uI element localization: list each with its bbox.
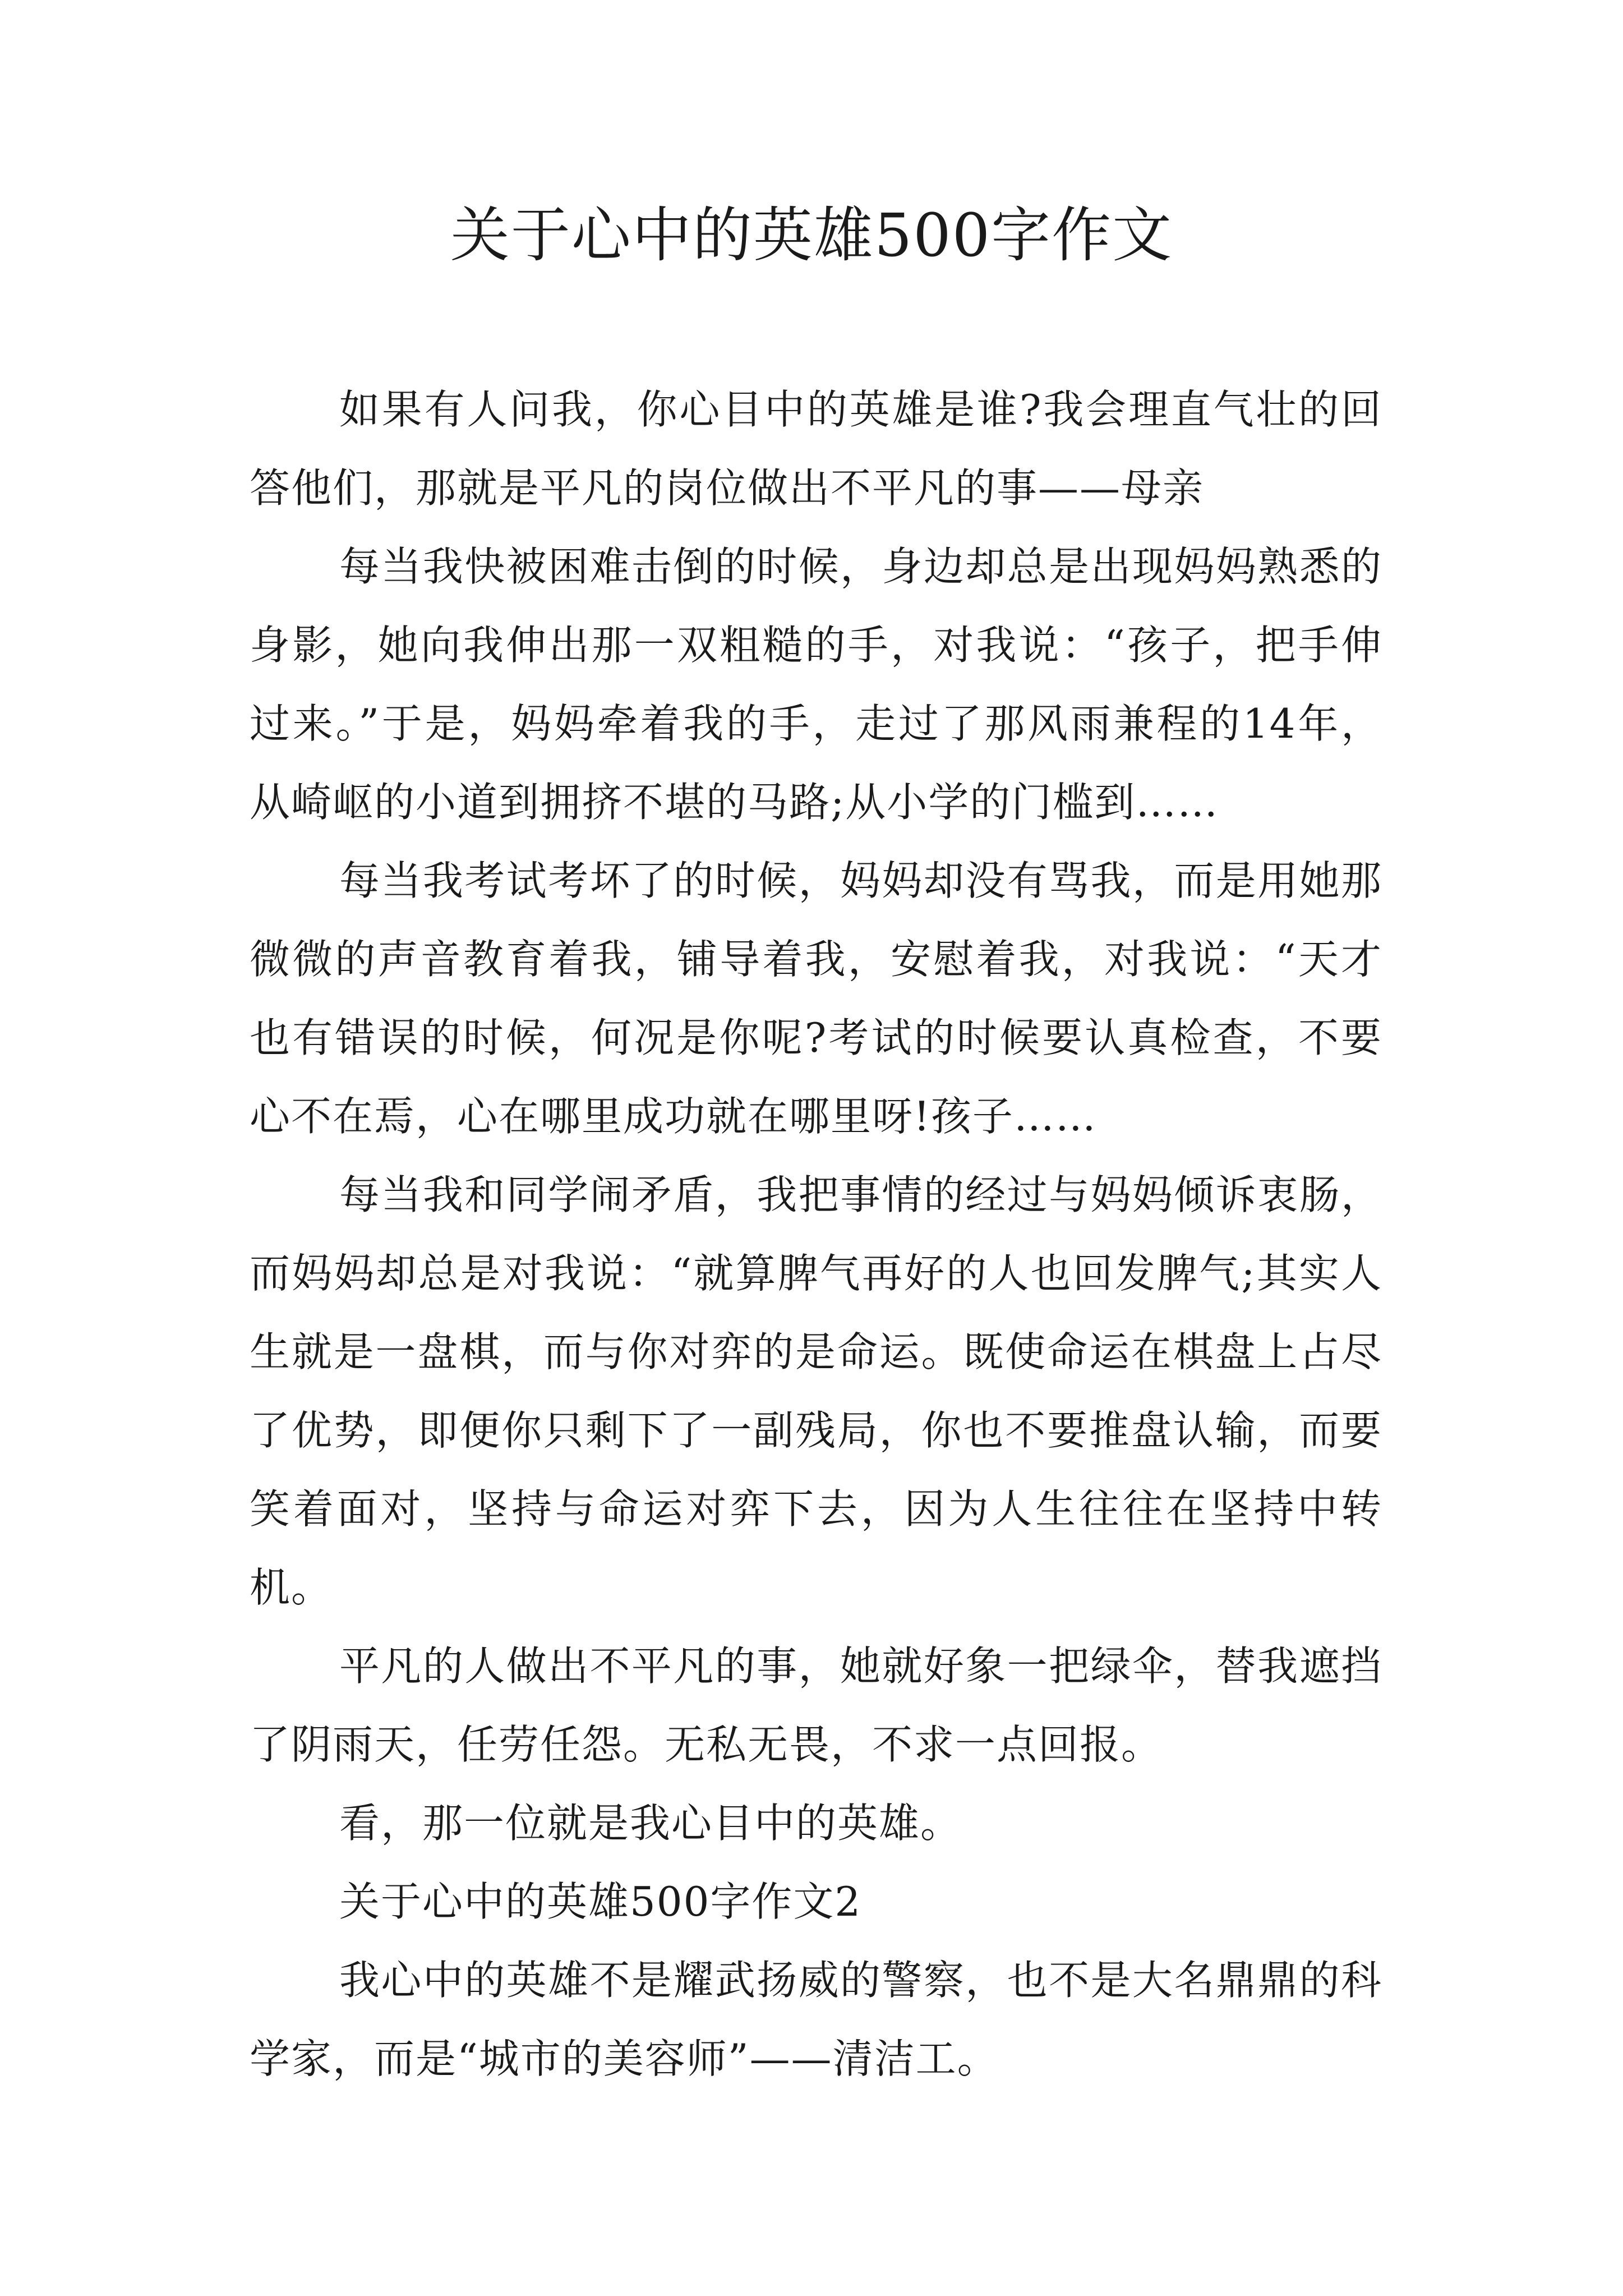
paragraph: 我心中的英雄不是耀武扬威的警察，也不是大名鼎鼎的科学家，而是“城市的美容师”——清洁工。 (250, 1957, 1382, 2082)
paragraph: 每当我考试考坏了的时候，妈妈却没有骂我，而是用她那微微的声音教育着我，铺导着我，安慰着我，对我说：“天才也有错误的时候，何况是你呢?考试的时候要认真检查，不要心不在焉，心在哪里成功就在哪里呀!孩子…… (250, 857, 1382, 1140)
paragraph: 平凡的人做出不平凡的事，她就好象一把绿伞，替我遮挡了阴雨天，任劳任怨。无私无畏，不求一点回报。 (250, 1642, 1382, 1768)
section-heading: 关于心中的英雄500字作文2 (339, 1878, 862, 1925)
paragraph: 每当我快被困难击倒的时候，身边却总是出现妈妈熟悉的身影，她向我伸出那一双粗糙的手，对我说：“孩子，把手伸过来。”于是，妈妈牵着我的手，走过了那风雨兼程的14年，从崎岖的小道到拥挤不堪的马路;从小学的门槛到…… (250, 543, 1382, 826)
document-title: 关于心中的英雄500字作文 (450, 201, 1173, 270)
paragraph: 每当我和同学闹矛盾，我把事情的经过与妈妈倾诉衷肠，而妈妈却总是对我说：“就算脾气再好的人也回发脾气;其实人生就是一盘棋，而与你对弈的是命运。既使命运在棋盘上占尽了优势，即便你只剩下了一副残局，你也不要推盘认输，而要笑着面对，坚持与命运对弈下去，因为人生往往在坚持中转机。 (250, 1171, 1382, 1611)
paragraph: 看，那一位就是我心目中的英雄。 (339, 1800, 962, 1847)
document-body (250, 370, 1382, 2098)
paragraph: 如果有人问我，你心目中的英雄是谁?我会理直气壮的回答他们，那就是平凡的岗位做出不平凡的事——母亲 (250, 386, 1382, 512)
